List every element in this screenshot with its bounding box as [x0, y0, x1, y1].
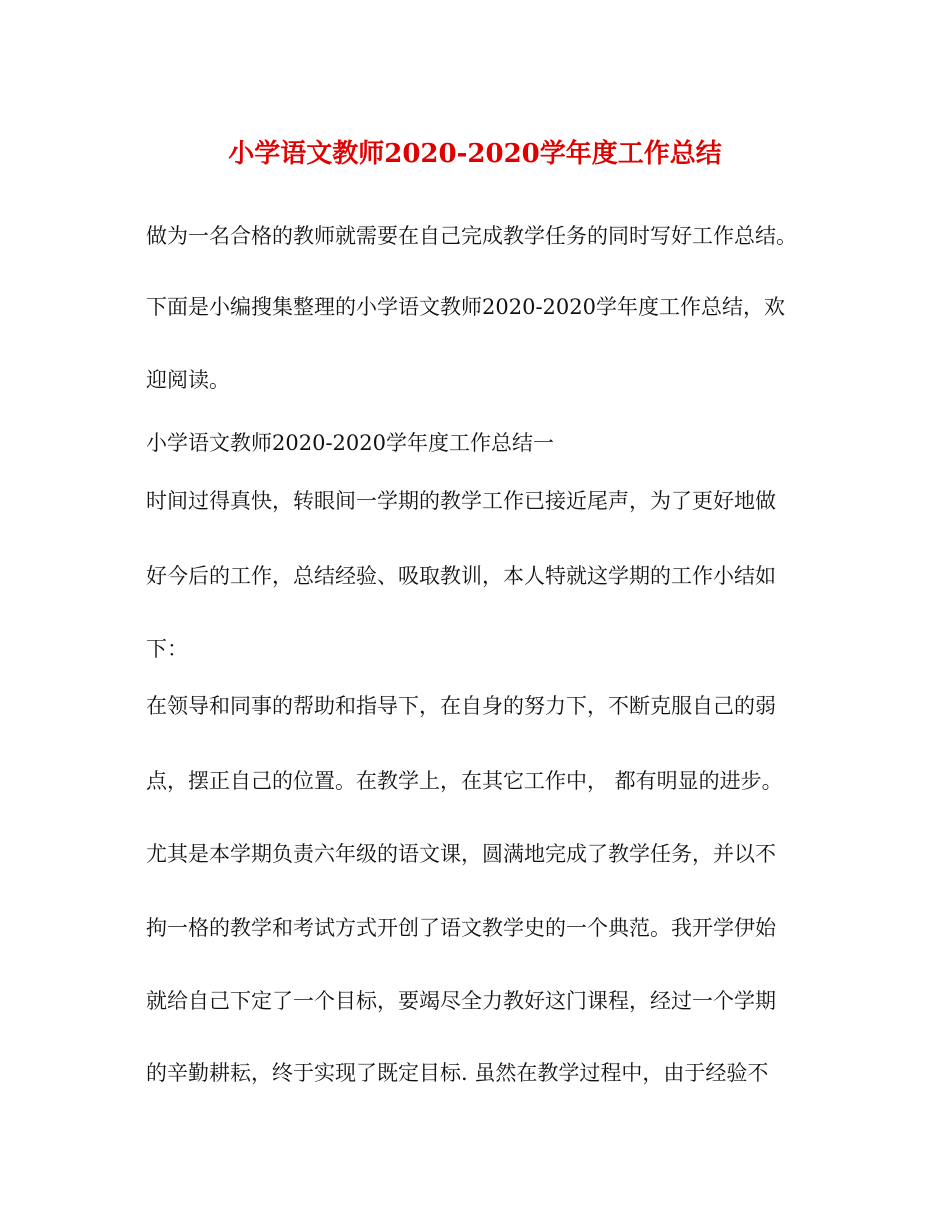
text-line-p2-2: 点，摆正自己的位置。在教学上，在其它工作中， 都有明显的进步。 [146, 769, 783, 793]
text-line-p2-6: 的辛勤耕耘，终于实现了既定目标. 虽然在教学过程中，由于经验不 [146, 1061, 769, 1085]
text-line-intro-2: 下面是小编搜集整理的小学语文教师2020-2020学年度工作总结，欢 [146, 295, 785, 319]
text-line-p2-4: 拘一格的教学和考试方式开创了语文教学史的一个典范。我开学伊始 [146, 916, 776, 940]
text-line-p1-2: 好今后的工作，总结经验、吸取教训，本人特就这学期的工作小结如 [146, 564, 776, 588]
text-line-intro-1: 做为一名合格的教师就需要在自己完成教学任务的同时写好工作总结。 [146, 224, 797, 248]
text-line-p1-3: 下： [146, 637, 188, 661]
document-title: 小学语文教师2020-2020学年度工作总结 [228, 139, 722, 169]
text-line-intro-3: 迎阅读。 [146, 368, 230, 392]
section-heading: 小学语文教师2020-2020学年度工作总结一 [146, 431, 554, 455]
text-line-p2-1: 在领导和同事的帮助和指导下，在自身的努力下，不断克服自己的弱 [146, 694, 776, 718]
text-line-p2-3: 尤其是本学期负责六年级的语文课，圆满地完成了教学任务，并以不 [146, 842, 776, 866]
text-line-p2-5: 就给自己下定了一个目标，要竭尽全力教好这门课程，经过一个学期 [146, 989, 776, 1013]
text-line-p1-1: 时间过得真快，转眼间一学期的教学工作已接近尾声，为了更好地做 [146, 489, 776, 513]
